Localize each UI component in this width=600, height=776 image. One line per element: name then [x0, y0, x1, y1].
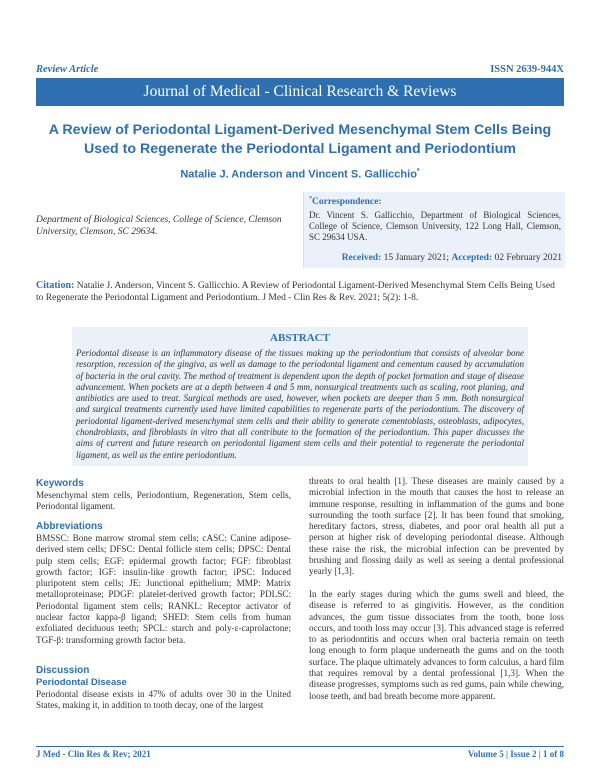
citation-label: Citation:	[36, 280, 75, 291]
periodontal-disease-heading: Periodontal Disease	[36, 677, 127, 688]
footer-journal: J Med - Clin Res & Rev; 2021	[36, 749, 151, 759]
abstract-heading: ABSTRACT	[270, 332, 330, 344]
paper-title: A Review of Periodontal Ligament-Derived Mesenchymal Stem Cells Being Used to Regenerate the Periodontal Ligament and Periodontium	[48, 122, 552, 157]
received-label: Received:	[341, 253, 382, 263]
discussion-right-paragraph-2: In the early stages during which the gums swell and bleed, the disease is referred to as gingivitis. However, as the condition advances, the gum tissue dissociates from the tooth, bone loss occurs, and tooth loss may occur [3]. This advanced stage is referred to as periodontitis and occurs when oral bacteria remain on teeth long enough to form plaque underneath the gums and on the tooth surface. The plaque ultimately advances to form calculus, a hard film that requires removal by a dental professional [1,3]. When the disease progresses, symptoms such as red gums, pain while chewing, loose teeth, and bad breath become more apparent.	[309, 589, 564, 701]
abbreviations-heading: Abbreviations	[36, 521, 103, 532]
citation	[36, 280, 564, 304]
issn: ISSN 2639-944X	[490, 64, 564, 75]
journal-banner: Journal of Medical - Clinical Research & Reviews	[36, 78, 564, 106]
abbreviations-text: BMSSC: Bone marrow stromal stem cells; cASC: Canine adipose-derived stem cells; DFSC: Dental follicle stem cells; DPSC: Dental pulp stem cells; EGF: epidermal growth factor; FGF: fibroblast growth factor; IGF: insulin-like growth factor; iPSC: Induced pluripotent stem cells; JE: Junctional epithelium; MMP: Matrix metalloproteinase; PDGF: platelet-derived growth factor; PDLSC: Periodontal ligament stem cells; RANKL: Receptor activator of nuclear factor kappa-β ligand; SHED: Stem cells from human exfoliated deciduous teeth; SPCL: starch and poly-ε-caprolactone; TGF-β: transforming growth factor beta.	[36, 533, 291, 645]
correspondence-mark: *	[309, 196, 312, 202]
correspondence-heading	[309, 196, 381, 207]
footer-rule	[36, 746, 564, 747]
correspondence-text: Dr. Vincent S. Gallicchio, Department of Biological Sciences, College of Science, Clemson University, 122 Long Hall, Clemson, SC 29634 USA.	[309, 210, 561, 242]
accepted-label: Accepted:	[451, 253, 493, 263]
abstract-text: Periodontal disease is an inflammatory disease of the tissues making up the periodontium that consists of alveolar bone resorption, recession of the gingiva, as well as damage to the periodontal ligament and cementum caused by accumulation of bacteria in the oral cavity. The method of treatment is dependent upon the depth of pocket formation and stage of disease advancement. When pockets are at a depth between 4 and 5 mm, nonsurgical treatments such as scaling, root planing, and antibiotics are used to treat. Surgical methods are used, however, when pockets are deeper than 5 mm. Both nonsurgical and surgical treatments currently used have limited capabilities to regenerate parts of the periodontium. The discovery of periodontal ligament-derived mesenchymal stem cells and their ability to generate cementoblasts, osteoblasts, adipocytes, chondroblasts, and fibroblasts in vitro that all contribute to the formation of the periodontium. This paper discusses the aims of current and future research on periodontal ligament stem cells and their potential to regenerate the periodontal ligament, as well as the entire periodontium.	[76, 348, 524, 460]
article-type: Review Article	[36, 64, 99, 75]
affiliation: Department of Biological Sciences, College of Science, Clemson University, Clemson, SC 29634.	[36, 215, 282, 237]
citation-text: Natalie J. Anderson, Vincent S. Gallicchio. A Review of Periodontal Ligament-Derived Mesenchymal Stem Cells Being Used to Regenerate the Periodontal Ligament and Periodontium. J Med - Clin Res & Rev. 2021; 5(2): 1-8.	[36, 281, 555, 303]
authors	[36, 168, 564, 181]
author-names: Natalie J. Anderson and Vincent S. Gallicchio	[180, 168, 417, 181]
footer-page: Volume 5 | Issue 2 | 1 of 8	[467, 749, 564, 759]
discussion-heading: Discussion	[36, 665, 90, 676]
keywords-text: Mesenchymal stem cells, Periodontium, Regeneration, Stem cells, Periodontal ligament.	[36, 490, 291, 512]
dates	[342, 253, 562, 263]
discussion-left-text: Periodontal disease exists in 47% of adults over 30 in the United States, making it, in addition to tooth decay, one of the largest	[36, 689, 291, 711]
keywords-heading: Keywords	[36, 478, 84, 489]
corresponding-mark: *	[416, 168, 420, 175]
discussion-right-paragraph-1: threats to oral health [1]. These diseases are mainly caused by a microbial infection in the mouth that causes the host to release an immune response, resulting in inflammation of the gums and bone surrounding the tooth surface [2]. It has been found that smoking, hereditary factors, stress, diabetes, and poor oral health all put a person at higher risk of developing periodontal disease. Although these raise the risk, the microbial infection can be prevented by brushing and flossing daily as well as seeing a dental professional yearly [1,3].	[309, 476, 564, 577]
correspondence-label: Correspondence:	[312, 197, 382, 208]
received-date: 15 January 2021;	[383, 253, 450, 263]
accepted-date: 02 February 2021	[494, 253, 562, 263]
